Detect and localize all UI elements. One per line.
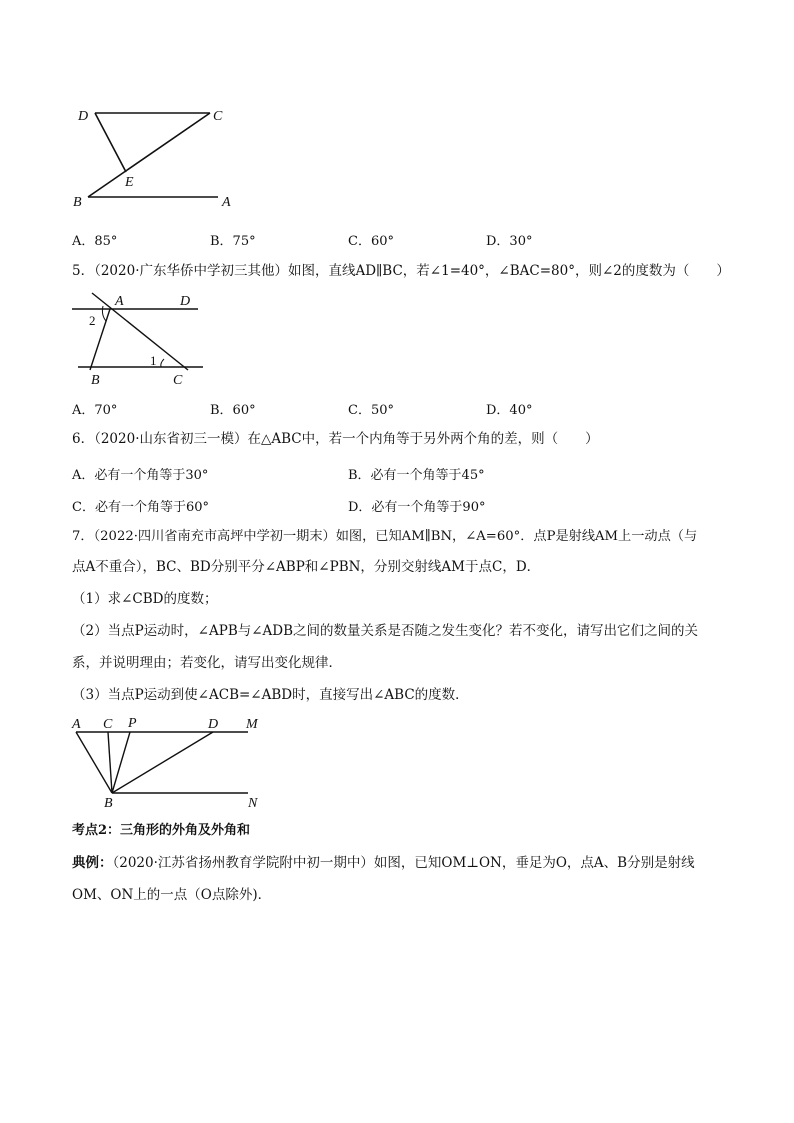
q4-option-d: D．30° bbox=[486, 234, 533, 249]
label-a: A bbox=[222, 195, 231, 210]
q5-option-c: C．50° bbox=[348, 403, 394, 418]
label-n: N bbox=[248, 796, 258, 811]
label-d: D bbox=[208, 717, 219, 732]
q6-stem: 6．（2020·山东省初三一模）在△ABC中，若一个内角等于另外两个角的差，则（ ） bbox=[72, 431, 599, 447]
label-b: B bbox=[91, 373, 100, 388]
q4-figure bbox=[70, 104, 240, 214]
q5-option-d: D．40° bbox=[486, 403, 533, 418]
q5-option-b: B．60° bbox=[210, 403, 256, 418]
label-c: C bbox=[173, 373, 183, 388]
q6-option-c: C．必有一个角等于60° bbox=[72, 500, 209, 515]
line-ac-extended bbox=[92, 293, 191, 370]
angle-2-arc bbox=[102, 306, 106, 321]
angle-1-arc bbox=[161, 359, 164, 367]
example-line1 bbox=[72, 854, 695, 872]
label-p: P bbox=[128, 716, 137, 731]
q6-option-d: D．必有一个角等于90° bbox=[348, 500, 486, 515]
label-d: D bbox=[78, 109, 89, 124]
q5-diagram bbox=[68, 290, 213, 390]
q7-figure bbox=[68, 712, 268, 812]
label-e: E bbox=[125, 175, 134, 190]
label-c: C bbox=[213, 109, 223, 124]
q7-sub2-line1: （2）当点P运动时，∠APB与∠ADB之间的数量关系是否随之发生变化？若不变化，请写出它们之间的关 bbox=[72, 623, 699, 639]
q7-line1: 7．（2022·四川省南充市高坪中学初一期末）如图，已知AM∥BN，∠A=60°．点P是射线AM上一动点（与 bbox=[72, 529, 698, 544]
example-text-1: （2020·江苏省扬州教育学院附中初一期中）如图，已知OM⊥ON，垂足为O，点A、B分别是射线 bbox=[112, 855, 695, 871]
label-angle-2: 2 bbox=[89, 313, 96, 328]
label-a: A bbox=[72, 717, 81, 732]
q4-option-c: C．60° bbox=[348, 234, 394, 249]
segment-bc bbox=[108, 732, 112, 793]
label-b: B bbox=[73, 195, 82, 210]
q4-option-a: A．85° bbox=[72, 234, 118, 249]
q5-stem: 5．（2020·广东华侨中学初三其他）如图，直线AD∥BC，若∠1=40°，∠BAC=80°，则∠2的度数为（ ） bbox=[72, 263, 730, 279]
q6-option-a: A．必有一个角等于30° bbox=[72, 468, 209, 483]
segment-ab bbox=[76, 732, 112, 793]
label-m: M bbox=[246, 717, 258, 732]
label-angle-1: 1 bbox=[150, 353, 157, 368]
label-d: D bbox=[180, 294, 191, 309]
q6-option-b: B．必有一个角等于45° bbox=[348, 468, 485, 483]
q7-sub2-line2: 系，并说明理由；若变化，请写出变化规律． bbox=[72, 655, 342, 671]
q5-option-a: A．70° bbox=[72, 403, 118, 418]
example-label: 典例： bbox=[72, 855, 113, 871]
q7-diagram bbox=[68, 712, 268, 812]
section-title: 考点2：三角形的外角及外角和 bbox=[72, 823, 251, 838]
line-cb bbox=[88, 113, 210, 197]
q7-sub1: （1）求∠CBD的度数； bbox=[72, 591, 218, 607]
label-a: A bbox=[115, 294, 124, 309]
example-line2: OM、ON上的一点（O点除外)． bbox=[72, 887, 272, 903]
label-c: C bbox=[103, 717, 113, 732]
q5-figure bbox=[68, 290, 213, 390]
line-de bbox=[95, 113, 126, 172]
q7-sub3: （3）当点P运动到使∠ACB=∠ABD时，直接写出∠ABC的度数． bbox=[72, 687, 469, 703]
q4-option-b: B．75° bbox=[210, 234, 256, 249]
label-b: B bbox=[104, 796, 113, 811]
q4-diagram bbox=[70, 104, 240, 214]
q7-line2: 点A不重合），BC、BD分别平分∠ABP和∠PBN，分别交射线AM于点C，D． bbox=[72, 559, 541, 575]
